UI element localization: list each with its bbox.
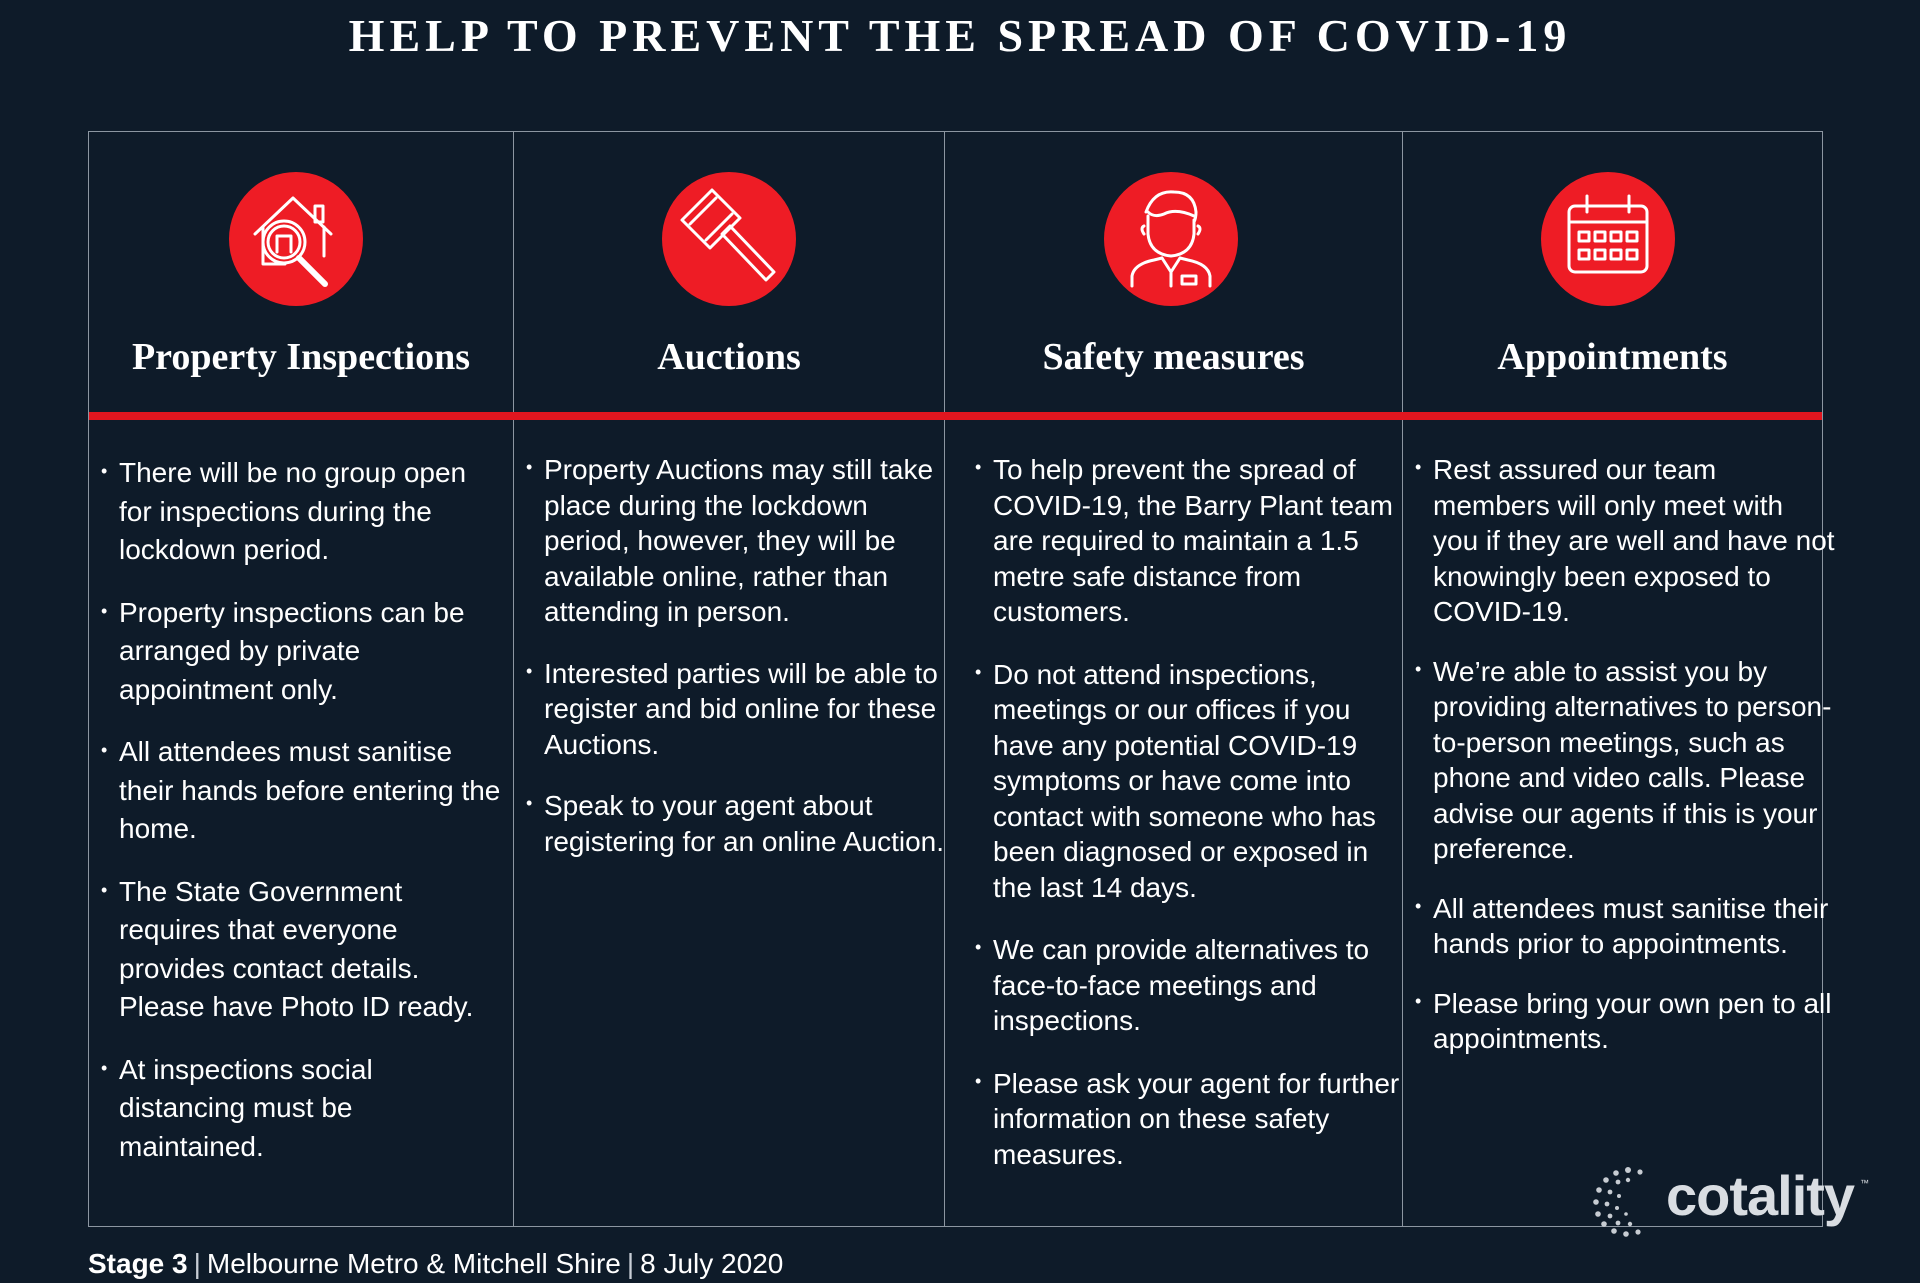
list-item: • Please bring your own pen to all appointments. <box>1415 986 1835 1057</box>
calendar-icon <box>1541 172 1675 306</box>
bullet-list <box>526 452 946 885</box>
column-header <box>89 132 513 412</box>
info-table <box>88 131 1835 1227</box>
column-auctions <box>513 132 944 1226</box>
list-item: • We’re able to assist you by providing alternatives to person-to-person meetings, such as phone and video calls. Please advise our agents if this is your preference. <box>1415 654 1835 867</box>
column-property-inspections <box>89 132 513 1226</box>
column-header <box>514 132 944 412</box>
cotality-logo <box>1588 1160 1878 1240</box>
column-header <box>1403 132 1822 412</box>
logo-mark-icon <box>1588 1160 1668 1240</box>
list-item: • The State Government requires that everyone provides contact details. Please have Photo ID ready. <box>101 873 501 1027</box>
logo-trademark: ™ <box>1860 1178 1869 1188</box>
list-item: • There will be no group open for inspections during the lockdown period. <box>101 454 501 570</box>
bullet-list <box>975 452 1400 1199</box>
list-item: • Interested parties will be able to register and bid online for these Auctions. <box>526 656 946 763</box>
red-divider <box>89 412 1822 420</box>
footer-separator: | <box>626 1248 635 1279</box>
list-item: • Property inspections can be arranged by private appointment only. <box>101 594 501 710</box>
column-header <box>945 132 1402 412</box>
list-item: • We can provide alternatives to face-to-face meetings and inspections. <box>975 932 1400 1039</box>
list-item: • Do not attend inspections, meetings or our offices if you have any potential COVID-19 symptoms or have come into contact with someone who has been diagnosed or exposed in the last 14 days. <box>975 657 1400 906</box>
list-item: • All attendees must sanitise their hands before entering the home. <box>101 733 501 849</box>
footer-stage: Stage 3 <box>88 1248 188 1279</box>
bullet-list <box>1415 452 1835 1081</box>
logo-wordmark: cotality <box>1666 1164 1855 1227</box>
bullet-list <box>101 454 501 1190</box>
column-safety-measures <box>944 132 1402 1226</box>
list-item: • Property Auctions may still take place during the lockdown period, however, they will be available online, rather than attending in person. <box>526 452 946 630</box>
house-magnifier-icon <box>229 172 363 306</box>
agent-person-icon <box>1104 172 1238 306</box>
column-title: Property Inspections <box>131 336 471 378</box>
column-appointments <box>1402 132 1835 1226</box>
list-item: • Rest assured our team members will only meet with you if they are well and have not knowingly been exposed to COVID-19. <box>1415 452 1835 630</box>
column-title: Safety measures <box>1042 336 1305 378</box>
footer-date: 8 July 2020 <box>640 1248 784 1279</box>
footer-caption <box>88 1245 783 1283</box>
list-item: • All attendees must sanitise their hands prior to appointments. <box>1415 891 1835 962</box>
page-title: HELP TO PREVENT THE SPREAD OF COVID-19 <box>348 10 1572 61</box>
footer-separator: | <box>193 1248 201 1279</box>
list-item: • To help prevent the spread of COVID-19, the Barry Plant team are required to maintain a 1.5 metre safe distance from customers. <box>975 452 1400 630</box>
list-item: • Please ask your agent for further information on these safety measures. <box>975 1066 1400 1173</box>
column-title: Appointments <box>1497 336 1728 378</box>
footer-region: Melbourne Metro & Mitchell Shire <box>206 1248 621 1279</box>
column-title: Auctions <box>657 336 801 378</box>
gavel-icon <box>662 172 796 306</box>
list-item: • Speak to your agent about registering for an online Auction. <box>526 788 946 859</box>
list-item: • At inspections social distancing must be maintained. <box>101 1051 501 1167</box>
